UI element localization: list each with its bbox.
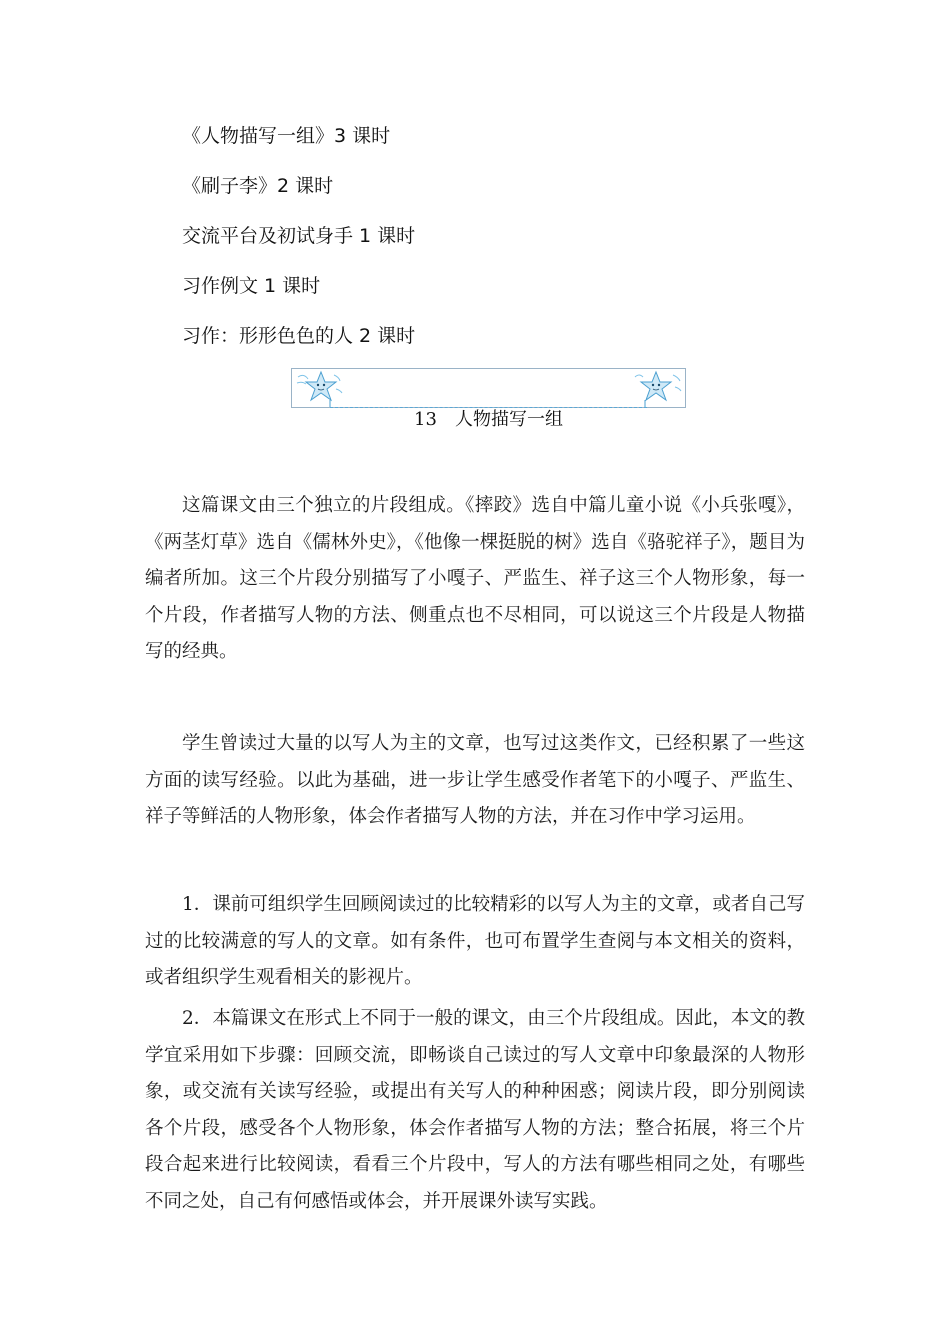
star-mascot-icon	[633, 369, 683, 409]
schedule-item: 交流平台及初试身手 1 课时	[182, 225, 416, 247]
paragraph: 1．课前可组织学生回顾阅读过的比较精彩的以写人为主的文章，或者自己写过的比较满意的写人的文章。如有条件，也可布置学生查阅与本文相关的资料，或者组织学生观看相关的影视片。	[145, 894, 805, 988]
paragraph: 2．本篇课文在形式上不同于一般的课文，由三个片段组成。因此，本文的教学宜采用如下步骤：回顾交流，即畅谈自己读过的写人文章中印象最深的人物形象，或交流有关读写经验，或提出有关写人的种种困惑；阅读片段，即分别阅读各个片段，感受各个人物形象，体会作者描写人物的方法；整合拓展，将三个片段合起来进行比较阅读，看看三个片段中，写人的方法有哪些相同之处，有哪些不同之处，自己有何感悟或体会，并开展课外读写实践。	[145, 1008, 805, 1212]
lesson-number: 13	[414, 409, 437, 430]
lesson-banner	[291, 368, 686, 408]
star-mascot-icon	[294, 369, 344, 409]
lesson-title	[291, 409, 686, 431]
schedule-item: 习作例文 1 课时	[182, 275, 321, 297]
paragraph: 这篇课文由三个独立的片段组成。《摔跤》选自中篇儿童小说《小兵张嘎》，《两茎灯草》选自《儒林外史》，《他像一棵挺脱的树》选自《骆驼祥子》，题目为编者所加。这三个片段分别描写了小嘎子、严监生、祥子这三个人物形象，每一个片段，作者描写人物的方法、侧重点也不尽相同，可以说这三个片段是人物描写的经典。	[145, 495, 805, 662]
schedule-item: 习作：形形色色的人 2 课时	[182, 325, 416, 347]
schedule-item: 《人物描写一组》3 课时	[182, 125, 391, 147]
paragraph: 学生曾读过大量的以写人为主的文章，也写过这类作文，已经积累了一些这方面的读写经验。以此为基础，进一步让学生感受作者笔下的小嘎子、严监生、祥子等鲜活的人物形象，体会作者描写人物的方法，并在习作中学习运用。	[145, 733, 805, 827]
lesson-schedule	[182, 118, 782, 368]
schedule-item: 《刷子李》2 课时	[182, 175, 334, 197]
banner-divider	[330, 407, 647, 408]
lesson-name: 人物描写一组	[454, 409, 563, 430]
